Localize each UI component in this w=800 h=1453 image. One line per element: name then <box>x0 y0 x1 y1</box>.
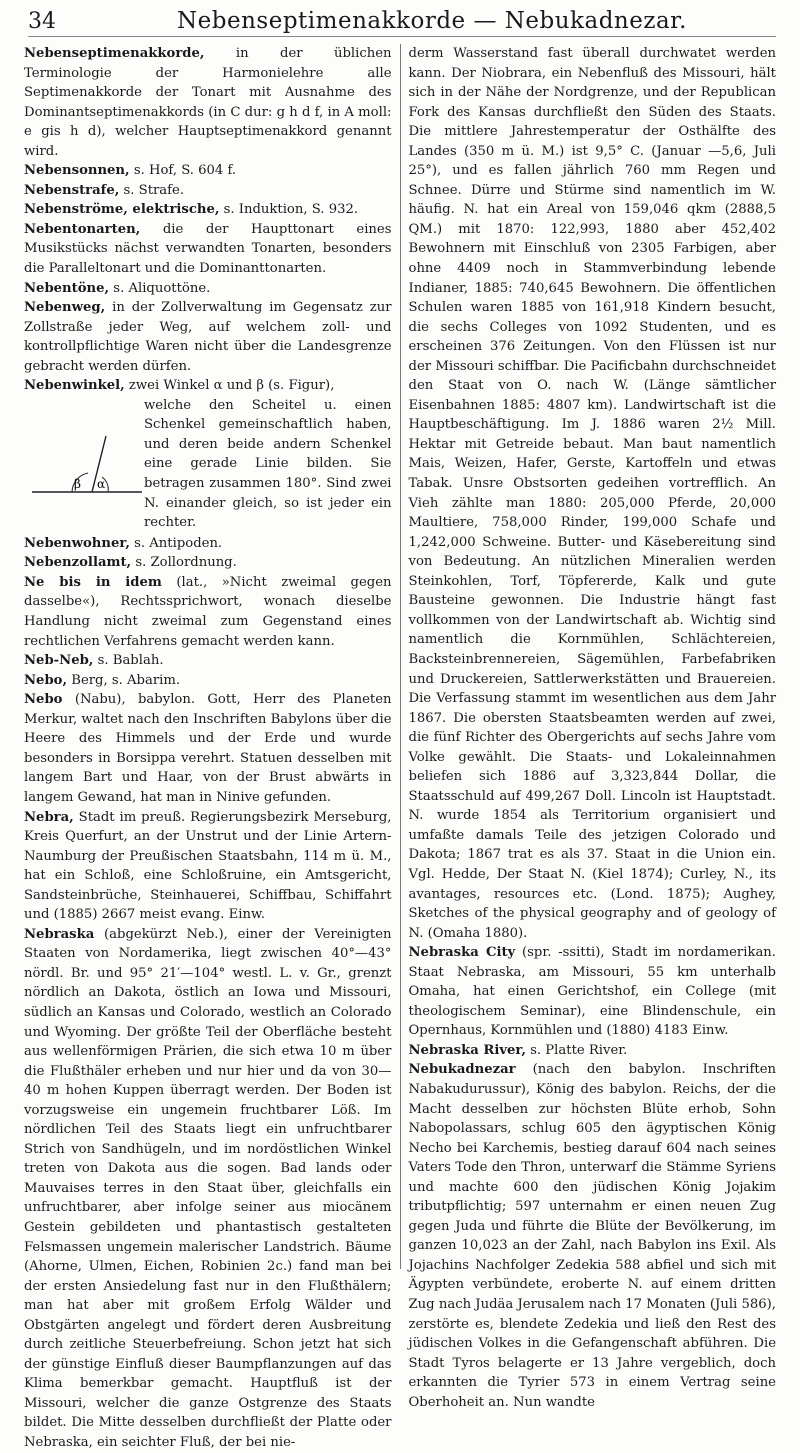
left-column <box>24 44 401 1450</box>
page-number: 34 <box>28 9 56 34</box>
headword: Nebenzollamt, <box>24 555 132 571</box>
nebenwinkel-text: welche den Scheitel u. einen Schenkel gemeinschaftlich haben, und deren beide andern Schenkel eine gerade Linie bilden. Sie betragen zusammen 180°. Sind zwei N. einander gleich, so ist jeder ein rechter. <box>144 397 392 531</box>
headword: Nebentöne, <box>24 280 110 296</box>
entry: Nebenwohner, s. Antipoden. <box>24 535 223 551</box>
headword: Nebo, <box>24 672 68 688</box>
entry: Nebukadnezar (nach den babylon. Inschriften Nabakudurussur), König des babylon. Reichs, der die Macht desselben zur höchsten Blüte erhob, Sohn Nabopolassars, schlug 605 den ägyptischen König Necho bei Karchemis, bestieg darauf 604 nach seines Vaters Tode den Thron, unterwarf die Stämme Syriens und machte 600 den jüdischen König Jojakim tributpflichtig; 597 unternahm er einen neuen Zug gegen Juda und führte die Blüte der Bevölkerung, im ganzen 10,023 an der Zahl, nach Babylon ins Exil. Als Jojachins Nachfolger Zedekia 588 abfiel und sich mit Ägypten verbündete, eroberte N. auf einem dritten Zug nach Judäa Jerusalem nach 17 Monaten (Juli 586), zerstörte es, blendete Zedekia und ließ den Rest des jüdischen Volkes in die Gefangenschaft abführen. Die Stadt Tyros belagerte er 13 Jahre vergeblich, doch erkannten die Tyrier 573 in einem Vertrag seine Oberhoheit an. Nun wandte <box>408 1062 776 1410</box>
running-title: Nebenseptimenakkorde — Nebukadnezar. <box>177 8 687 34</box>
headword: Nebraska River, <box>408 1042 526 1058</box>
angle-figure <box>24 396 144 534</box>
headword: Ne bis in idem <box>24 574 162 590</box>
entry: Nebo, Berg, s. Abarim. <box>24 672 181 688</box>
headword: Nebensonnen, <box>24 163 130 179</box>
nebenwinkel-figure-block <box>24 396 392 534</box>
headword: Nebenweg, <box>24 300 106 316</box>
entry: Nebo (Nabu), babylon. Gott, Herr des Planeten Merkur, waltet nach den Inschriften Babylons über die Heere des Himmels und der Erde und wurde besonders in Borsippa verehrt. Statuen desselben mit langem Bart und Haar, von der Brust abwärts in langem Gewand, hat man in Ninive gefunden. <box>24 692 392 805</box>
headword: Neb-Neb, <box>24 653 94 669</box>
entry-nebenwinkel: Nebenwinkel, zwei Winkel α und β (s. Figur), <box>24 378 335 394</box>
headword: Nebenstrafe, <box>24 182 120 198</box>
entry: Nebraska City (spr. -ssitti), Stadt im nordamerikan. Staat Nebraska, am Missouri, 55 km unterhalb Omaha, hat einen Gerichtshof, ein College (mit theologischem Seminar), eine Blindenschule, ein Opernhaus, Kornmühlen und (1880) 4183 Einw. <box>408 945 776 1039</box>
headword: Nebenwinkel, <box>24 378 125 394</box>
entry: Nebentonarten, die der Haupttonart eines Musikstücks nächst verwandten Tonarten, besonders die Paralleltonart und die Dominanttonarten. <box>24 221 392 277</box>
beta-label: β <box>74 476 81 491</box>
headword: Nebraska City <box>408 945 516 961</box>
right-column <box>401 44 777 1410</box>
entry: derm Wasserstand fast überall durchwatet werden kann. Der Niobrara, ein Nebenfluß des Missouri, hält sich in der Nähe der Nordgrenze, und der Republican Fork des Kansas durchfließt den Süden des Staats. Die mittlere Jahrestemperatur der Osthälfte des Landes (350 m ü. M.) ist 9,5° C. (Januar —5,6, Juli 25°), und es fallen jährlich 760 mm Regen und Schnee. Dürre und Stürme sind namentlich im W. häufig. N. hat ein Areal von 159,046 qkm (2888,5 QM.) mit 1870: 122,993, 1880 aber 452,402 Bewohnern mit Einschluß von 2305 Farbigen, aber ohne 4409 noch in Stammverbindung lebende Indianer, 1885: 740,645 Bewohnern. Die öffentlichen Schulen waren 1885 von 161,918 Kindern besucht, die sechs Colleges von 1092 Studenten, und es erscheinen 376 Zeitungen. Von den Flüssen ist nur der Missouri schiffbar. Die Pacificbahn durchschneidet den Staat von O. nach W. (Länge sämtlicher Eisenbahnen 1885: 4807 km). Landwirtschaft ist die Hauptbeschäftigung. Im J. 1886 waren 2½ Mill. Hektar mit Getreide bebaut. Man baut namentlich Mais, Weizen, Hafer, Gerste, Kartoffeln und etwas Tabak. Unsre Obstsorten gedeihen vortrefflich. An Vieh zählte man 1880: 205,000 Pferde, 20,000 Maultiere, 758,000 Rinder, 199,000 Schafe und 1,242,000 Schweine. Butter- und Käsebereitung sind von Bedeutung. An nützlichen Mineralien werden Steinkohlen, Torf, Töpfererde, Kalk und gute Bausteine gewonnen. Die Industrie hängt fast vollkommen von der Landwirtschaft ab. Wichtig sind namentlich die Kornmühlen, Schlächtereien, Backsteinbrennereien, Sägemühlen, Farbefabriken und Druckereien, Sattlerwerkstätten und Brauereien. Die Verfassung stammt im wesentlichen aus dem Jahr 1867. Die obersten Staatsbeamten werden auf zwei, die fünf Richter des Obergerichts auf sechs Jahre vom Volke gewählt. Die Staats- und Lokaleinnahmen beliefen sich 1886 auf 3,323,844 Dollar, die Staatsschuld auf 499,267 Doll. Lincoln ist Hauptstadt. N. wurde 1854 als Territorium organisiert und umfaßte damals Teile des jetzigen Colorado und Dakota; 1867 trat es als 37. Staat in die Union ein. Vgl. Hedde, Der Staat N. (Kiel 1874); Curley, N., its avantages, resources etc. (Lond. 1875); Aughey, Sketches of the physical geography and of geology of N. (Omaha 1880). <box>408 46 776 941</box>
page-header <box>28 8 776 37</box>
entry: Nebenzollamt, s. Zollordnung. <box>24 555 237 571</box>
entry: Ne bis in idem (lat., »Nicht zweimal gegen dasselbe«), Rechtssprichwort, wonach dieselbe Handlung nicht zweimal zum Gegenstand eines rechtlichen Verfahrens gemacht werden kann. <box>24 574 392 649</box>
text-columns <box>24 44 776 1450</box>
entry: Nebraska (abgekürzt Neb.), einer der Vereinigten Staaten von Nordamerika, liegt zwischen 40°—43° nördl. Br. und 95° 21′—104° westl. L. v. Gr., grenzt nördlich an Dakota, östlich an Iowa und Missouri, südlich an Kansas und Colorado, westlich an Colorado und Wyoming. Der größte Teil der Oberfläche besteht aus wellenförmigen Prärien, die sich etwa 10 m über die Flußthäler erheben und nur hier und da von 30—40 m hohen Kuppen überragt werden. Der Boden ist vorzugsweise ein ungemein fruchtbarer Löß. Im nördlichen Teil des Staats liegt ein unfruchtbarer Strich von Sandhügeln, und im nordöstlichen Winkel treten von Dakota aus die sogen. Bad lands oder Mauvaises terres in den Staat über, gleichfalls ein unfruchtbarer, aber infolge seiner aus miocänem Gestein gebildeten und phantastisch gestalteten Felsmassen ungemein malerischer Landstrich. Bäume (Ahorne, Ulmen, Eichen, Robinien 2c.) fand man bei der ersten Ansiedelung fast nur in den Flußthälern; man hat aber mit großem Erfolg Wälder und Obstgärten angelegt und fördert deren Ausbreitung durch zeitliche Steuerbefreiung. Schon jetzt hat sich der günstige Einfluß dieser Baumpflanzungen auf das Klima bemerkbar gemacht. Hauptfluß ist der Missouri, welcher die ganze Ostgrenze des Staats bildet. Die Mitte desselben durchfließt der Platte oder Nebraska, ein seichter Fluß, der bei nie- <box>24 926 392 1450</box>
headword: Nebukadnezar <box>408 1062 516 1078</box>
entry: Nebentöne, s. Aliquottöne. <box>24 280 211 296</box>
entry: Nebenweg, in der Zollverwaltung im Gegensatz zur Zollstraße jeder Weg, auf welchem zoll- und kontrollpflichtige Waren nicht über die Landesgrenze gebracht werden dürfen. <box>24 300 392 374</box>
alpha-label: α <box>97 476 106 491</box>
headword: Nebo <box>24 692 63 708</box>
entry: Nebraska River, s. Platte River. <box>408 1042 628 1058</box>
entry: Neb-Neb, s. Bablah. <box>24 653 164 669</box>
headword: Nebenwohner, <box>24 535 130 551</box>
headword: Nebraska <box>24 926 95 942</box>
headword: Nebenseptimenakkorde, <box>24 46 205 61</box>
entry: Nebra, Stadt im preuß. Regierungsbezirk Merseburg, Kreis Querfurt, an der Unstrut und der Linie Artern-Naumburg der Preußischen Staatsbahn, 114 m ü. M., hat ein Schloß, eine Schloßruine, ein Amtsgericht, Sandsteinbrüche, Steinhauerei, Schiffbau, Schiffahrt und (1885) 2667 meist evang. Einw. <box>24 809 392 923</box>
entry: Nebenstrafe, s. Strafe. <box>24 182 185 198</box>
entry: Nebenströme, elektrische, s. Induktion, S. 932. <box>24 202 359 218</box>
headword: Nebentonarten, <box>24 221 141 237</box>
entry: Nebenseptimenakkorde, in der üblichen Terminologie der Harmonielehre alle Septimenakkorde der Tonart mit Ausnahme des Dominantseptimenakkords (in C dur: g h d f, in A moll: e gis h d), welcher Hauptseptimenakkord genannt wird. <box>24 46 392 159</box>
headword: Nebenströme, elektrische, <box>24 202 220 218</box>
entry: Nebensonnen, s. Hof, S. 604 f. <box>24 163 237 179</box>
headword: Nebra, <box>24 809 74 825</box>
